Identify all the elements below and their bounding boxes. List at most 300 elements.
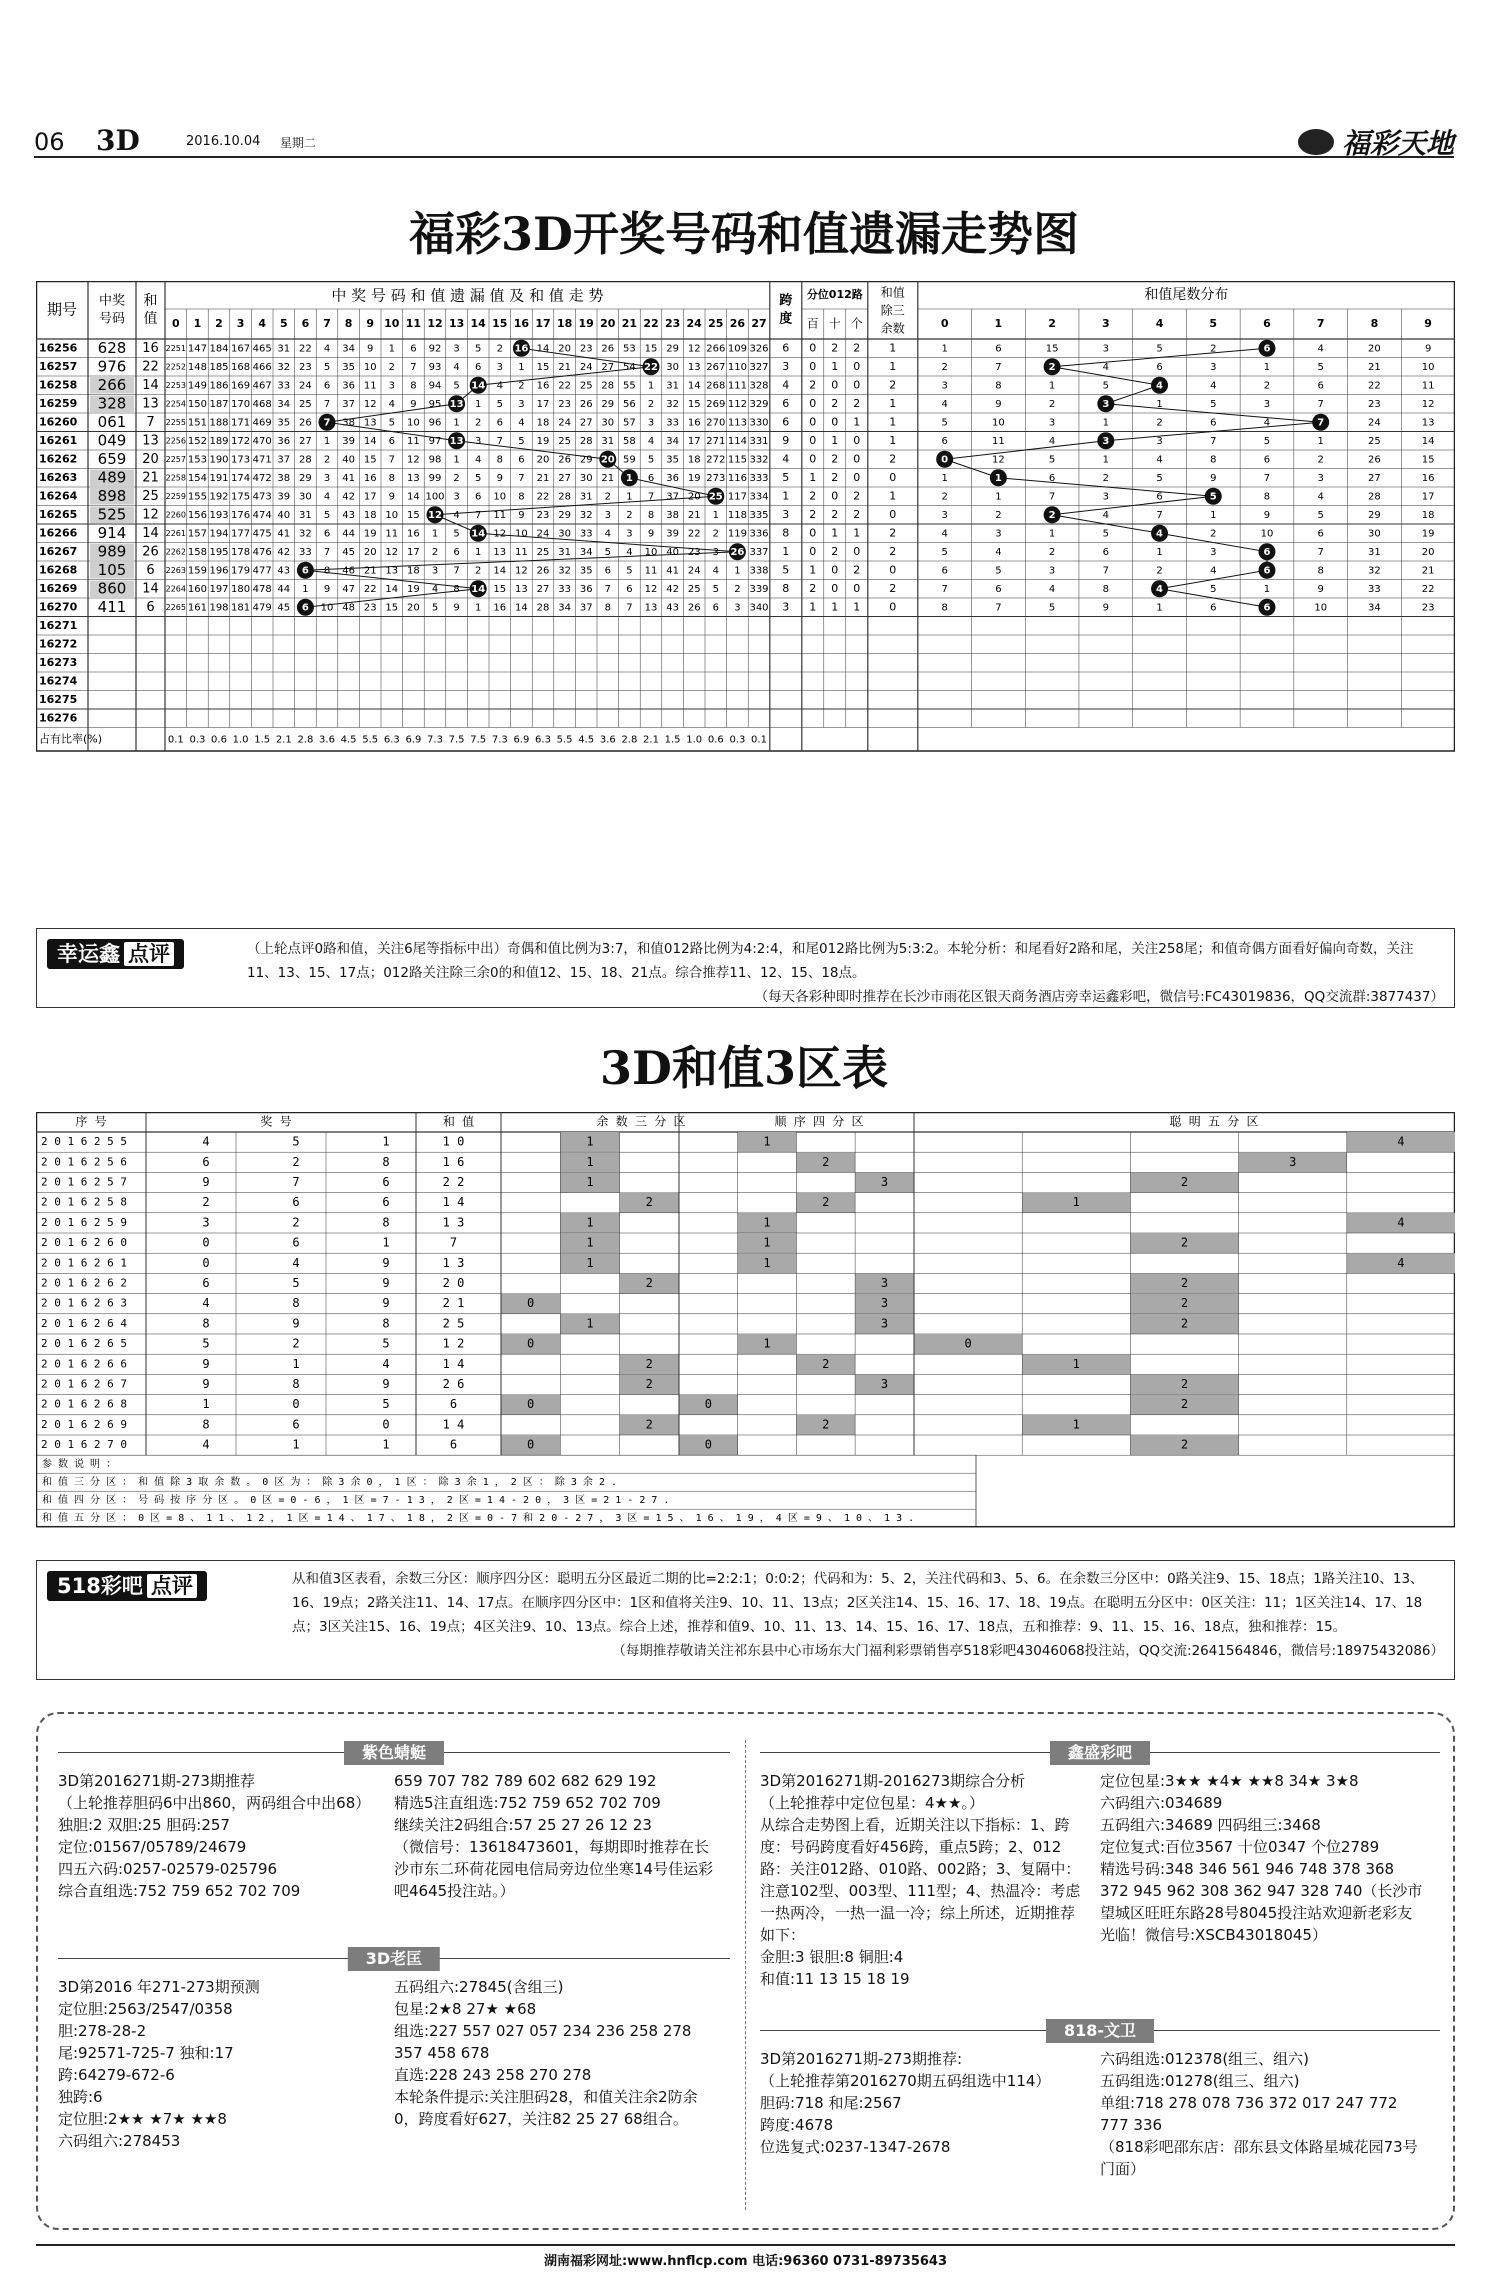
sum-col-header: 20 bbox=[600, 317, 616, 330]
sum-col-header: 16 bbox=[513, 317, 530, 330]
ratio-cell: 7.3 bbox=[491, 734, 508, 746]
row-pos012: 2 bbox=[831, 507, 839, 521]
row-sum: 21 bbox=[142, 470, 159, 486]
omission-cell: 192 bbox=[209, 491, 229, 503]
row-pos012: 2 bbox=[853, 563, 861, 577]
recommend-line: 六码组六:278453 bbox=[58, 2132, 181, 2150]
omission-cell: 470 bbox=[252, 435, 272, 447]
header-sum-2: 值 bbox=[143, 311, 158, 327]
omission-cell: 35 bbox=[666, 454, 679, 466]
tail-cell: 4 bbox=[1317, 491, 1324, 503]
sum-marker-label: 13 bbox=[449, 435, 464, 447]
row-pos012: 2 bbox=[809, 489, 817, 503]
omission-cell: 11 bbox=[363, 380, 377, 392]
row-pos012: 0 bbox=[831, 581, 839, 595]
omission-cell: 7 bbox=[518, 472, 525, 484]
row-number: 9 bbox=[382, 1296, 390, 1311]
tail-cell: 9 bbox=[1317, 583, 1324, 595]
tail-marker-label: 4 bbox=[1156, 528, 1164, 540]
omission-cell: 95 bbox=[428, 398, 442, 410]
omission-cell: 267 bbox=[706, 361, 726, 373]
omission-cell: 26 bbox=[601, 343, 615, 355]
row-issue: 2 0 1 6 2 6 1 bbox=[40, 1256, 128, 1270]
omission-cell: 55 bbox=[623, 380, 636, 392]
omission-cell: 22 bbox=[687, 528, 701, 540]
sum-col-header: 24 bbox=[686, 317, 702, 330]
omission-cell: 6 bbox=[475, 361, 482, 373]
omission-cell: 16 bbox=[407, 528, 420, 540]
omission-cell: 114 bbox=[727, 435, 747, 447]
tail-cell: 9 bbox=[1424, 343, 1432, 355]
omission-cell: 53 bbox=[623, 343, 636, 355]
comment-note: （每期推荐敬请关注祁东县中心市场东大门福利彩票销售亭518彩吧43046068投注站，QQ交流:2641564846，微信号:18975432086） bbox=[612, 1643, 1444, 1659]
tail-cell: 10 bbox=[1314, 602, 1328, 614]
row-number: 7 bbox=[292, 1175, 300, 1189]
tail-marker-label: 6 bbox=[1263, 546, 1271, 558]
omission-cell: 26 bbox=[687, 602, 701, 614]
tail-col-header: 6 bbox=[1263, 317, 1271, 330]
omission-cell: 5 bbox=[626, 565, 633, 577]
ratio-cell: 0.1 bbox=[167, 734, 184, 746]
omission-cell: 338 bbox=[749, 565, 769, 577]
tail-cell: 7 bbox=[995, 602, 1002, 614]
omission-cell: 16 bbox=[493, 602, 507, 614]
omission-cell: 6 bbox=[518, 454, 525, 466]
omission-cell: 9 bbox=[453, 602, 460, 614]
row-mod: 0 bbox=[889, 600, 897, 614]
tail-marker-label: 4 bbox=[1156, 583, 1164, 595]
row-span: 3 bbox=[782, 600, 790, 614]
logo-mark-icon bbox=[1298, 129, 1334, 155]
omission-cell: 25 bbox=[299, 398, 312, 410]
tail-cell: 2 bbox=[1263, 380, 1271, 392]
recommend-line: 跨:64279-672-6 bbox=[58, 2066, 175, 2084]
omission-cell: 2 bbox=[647, 398, 655, 410]
row-span: 6 bbox=[782, 396, 790, 410]
r3-cell: 1 bbox=[586, 1215, 594, 1230]
tail-cell: 24 bbox=[1368, 417, 1381, 429]
zone-title: 3D和值3区表 bbox=[600, 1041, 888, 1095]
omission-cell: 38 bbox=[277, 472, 291, 484]
omission-cell: 339 bbox=[749, 583, 769, 595]
omission-cell: 3 bbox=[475, 435, 482, 447]
badge-tag: 点评 bbox=[124, 942, 174, 966]
omission-cell: 466 bbox=[252, 361, 272, 373]
omission-cell: 117 bbox=[727, 491, 747, 503]
row-issue: 16262 bbox=[39, 452, 78, 466]
sum-marker-label: 22 bbox=[644, 361, 658, 373]
tail-cell: 1 bbox=[1317, 435, 1324, 447]
sum-col-header: 13 bbox=[448, 317, 465, 330]
header-tail: 和值尾数分布 bbox=[1144, 287, 1229, 303]
comment-518 bbox=[36, 1560, 1455, 1680]
o4-cell: 1 bbox=[763, 1255, 771, 1270]
omission-cell: 39 bbox=[666, 528, 679, 540]
recommend-line: 五码组六:34689 四码组三:3468 bbox=[1100, 1816, 1321, 1834]
omission-cell: 6 bbox=[475, 491, 482, 503]
r3-cell: 1 bbox=[586, 1175, 594, 1189]
omission-cell: 469 bbox=[252, 417, 272, 429]
omission-cell: 4 bbox=[323, 491, 331, 503]
recommend-line: 3D第2016271期-2016273期综合分析 bbox=[760, 1772, 1026, 1790]
row-pos012: 2 bbox=[809, 581, 817, 595]
omission-cell: 27 bbox=[601, 361, 615, 373]
sum-marker-label: 6 bbox=[301, 602, 309, 614]
row-number: 4 bbox=[202, 1296, 210, 1311]
row-mod: 1 bbox=[889, 341, 897, 355]
row-sum: 6 bbox=[146, 562, 155, 578]
tail-col-header: 5 bbox=[1209, 317, 1218, 330]
tail-cell: 5 bbox=[1156, 343, 1163, 355]
ratio-cell: 0.6 bbox=[707, 734, 724, 746]
tail-cell: 6 bbox=[1210, 417, 1217, 429]
sum-col-header: 8 bbox=[344, 317, 353, 330]
row-span: 5 bbox=[782, 470, 790, 484]
tail-cell: 20 bbox=[1368, 343, 1381, 355]
c5-cell: 2 bbox=[1180, 1437, 1189, 1452]
omission-cell: 7 bbox=[626, 602, 633, 614]
header-o4: 顺 序 四 分 区 bbox=[774, 1114, 864, 1129]
row-number: 0 bbox=[382, 1417, 390, 1432]
omission-cell: 1 bbox=[475, 398, 482, 410]
tail-cell: 2 bbox=[1156, 417, 1163, 429]
row-issue: 2 0 1 6 2 6 0 bbox=[40, 1236, 128, 1250]
left-column bbox=[760, 1770, 1100, 1990]
omission-cell: 32 bbox=[277, 361, 291, 373]
tail-cell: 7 bbox=[1156, 509, 1163, 521]
omission-cell: 3 bbox=[626, 528, 633, 540]
omission-cell: 24 bbox=[558, 417, 571, 429]
omission-cell: 18 bbox=[687, 454, 701, 466]
omission-cell: 15 bbox=[363, 454, 377, 466]
row-number: 4 bbox=[292, 1255, 300, 1270]
row-winning-number: 989 bbox=[97, 542, 127, 561]
omission-cell: 4 bbox=[388, 398, 395, 410]
omission-cell: 5 bbox=[431, 602, 439, 614]
omission-cell: 33 bbox=[666, 417, 679, 429]
row-issue: 16257 bbox=[39, 359, 78, 373]
omission-cell: 174 bbox=[231, 472, 251, 484]
tail-cell: 4 bbox=[1048, 583, 1056, 595]
omission-cell: 5 bbox=[496, 398, 503, 410]
tail-cell: 5 bbox=[1048, 602, 1056, 614]
row-sum: 1 4 bbox=[442, 1195, 465, 1210]
tail-marker-label: 6 bbox=[1263, 602, 1271, 614]
tail-cell: 2 bbox=[1156, 565, 1163, 577]
omission-cell: 1 bbox=[712, 509, 719, 521]
r3-cell: 2 bbox=[645, 1356, 653, 1371]
o4-cell: 2 bbox=[822, 1356, 830, 1371]
recommend-line: 位选复式:0237-1347-2678 bbox=[760, 2138, 951, 2156]
omission-cell: 8 bbox=[518, 491, 525, 503]
row-number: 5 bbox=[382, 1336, 390, 1351]
sum-col-header: 22 bbox=[643, 317, 659, 330]
tail-cell: 15 bbox=[1421, 454, 1435, 466]
ratio-cell: 7.3 bbox=[427, 734, 443, 746]
omission-cell: 2 bbox=[626, 509, 633, 521]
omission-cell: 39 bbox=[342, 435, 355, 447]
omission-cell: 11 bbox=[644, 565, 658, 577]
sum-col-header: 0 bbox=[171, 317, 180, 330]
omission-cell: 3 bbox=[712, 546, 719, 558]
omission-cell: 13 bbox=[407, 472, 420, 484]
omission-cell: 31 bbox=[299, 509, 312, 521]
row-number: 6 bbox=[382, 1175, 390, 1189]
omission-cell: 2 bbox=[475, 565, 482, 577]
omission-cell: 93 bbox=[428, 361, 442, 373]
row-number: 1 bbox=[382, 1437, 390, 1452]
omission-cell: 5 bbox=[388, 417, 395, 429]
row-mod: 0 bbox=[889, 507, 897, 521]
omission-cell: 92 bbox=[428, 343, 442, 355]
row-pos012: 0 bbox=[831, 489, 839, 503]
tail-cell: 9 bbox=[1102, 602, 1110, 614]
row-mod: 1 bbox=[889, 396, 897, 410]
tail-cell: 1 bbox=[1156, 398, 1163, 410]
row-span: 8 bbox=[782, 581, 790, 595]
omission-cell: 172 bbox=[231, 435, 251, 447]
omission-cell: 38 bbox=[342, 417, 355, 429]
note-line: 参 数 说 明 ： bbox=[42, 1459, 117, 1471]
sum-col-header: 18 bbox=[556, 317, 573, 330]
tail-cell: 33 bbox=[1368, 583, 1381, 595]
recommend-xinsheng bbox=[760, 1743, 1440, 2012]
omission-cell: 5 bbox=[323, 361, 331, 373]
ratio-cell: 5.5 bbox=[556, 734, 573, 746]
omission-cell: 58 bbox=[623, 435, 636, 447]
omission-cell: 12 bbox=[515, 565, 528, 577]
tail-cell: 4 bbox=[1102, 509, 1110, 521]
omission-cell: 119 bbox=[727, 528, 747, 540]
omission-cell: 149 bbox=[187, 380, 207, 392]
tail-marker-label: 3 bbox=[1102, 398, 1110, 410]
omission-cell: 23 bbox=[536, 509, 550, 521]
tail-cell: 3 bbox=[941, 380, 948, 392]
r3-cell: 1 bbox=[586, 1235, 594, 1250]
tail-cell: 6 bbox=[995, 343, 1002, 355]
recommend-line: 独跨:6 bbox=[58, 2088, 103, 2106]
omission-cell: 37 bbox=[277, 454, 291, 466]
omission-cell: 3 bbox=[323, 472, 331, 484]
row-issue: 16275 bbox=[39, 692, 78, 706]
row-pos012: 0 bbox=[853, 433, 861, 447]
row-issue: 16261 bbox=[39, 433, 78, 447]
ratio-cell: 2.1 bbox=[643, 734, 659, 746]
row-mod: 2 bbox=[889, 526, 897, 540]
omission-cell: 177 bbox=[231, 528, 251, 540]
omission-cell: 7 bbox=[323, 546, 331, 558]
omission-cell: 7 bbox=[323, 398, 331, 410]
row-number: 1 bbox=[382, 1134, 390, 1149]
sum-col-header: 5 bbox=[279, 317, 288, 330]
row-issue: 2 0 1 6 2 7 0 bbox=[40, 1438, 128, 1452]
sum-col-header: 11 bbox=[405, 317, 422, 330]
row-number: 9 bbox=[382, 1377, 390, 1391]
row-winning-number: 860 bbox=[97, 579, 127, 598]
row-pos012: 0 bbox=[809, 452, 817, 466]
omission-cell: 475 bbox=[252, 528, 272, 540]
recommend-line: 659 707 782 789 602 682 629 192 bbox=[394, 1772, 657, 1790]
recommend-line: 包星:2★8 27★ ★68 bbox=[394, 2000, 537, 2018]
tail-cell: 28 bbox=[1368, 491, 1381, 503]
omission-cell: 327 bbox=[749, 361, 769, 373]
tail-cell: 4 bbox=[1048, 435, 1056, 447]
tail-cell: 32 bbox=[1368, 565, 1381, 577]
row-pos012: 2 bbox=[831, 470, 839, 484]
omission-cell: 31 bbox=[558, 546, 571, 558]
row-winning-number: 914 bbox=[97, 523, 127, 542]
row-number: 2 bbox=[292, 1215, 300, 1230]
row-pos012: 1 bbox=[831, 433, 839, 447]
sum-col-header: 3 bbox=[236, 317, 245, 330]
omission-cell: 36 bbox=[666, 472, 679, 484]
o4-cell: 3 bbox=[880, 1316, 889, 1331]
c5-cell: 4 bbox=[1397, 1134, 1405, 1149]
row-pos012: 0 bbox=[809, 359, 817, 373]
row-number: 5 bbox=[292, 1276, 300, 1290]
omission-cell: 1 bbox=[626, 491, 633, 503]
row-issue: 16268 bbox=[39, 563, 78, 577]
row-issue: 2 0 1 6 2 6 5 bbox=[40, 1337, 128, 1351]
omission-cell: 43 bbox=[666, 602, 679, 614]
omission-cell: 3 bbox=[647, 417, 655, 429]
row-mod: 2 bbox=[889, 378, 897, 392]
header-pos012: 分位012路 bbox=[806, 288, 863, 301]
omission-cell: 4 bbox=[323, 343, 331, 355]
omission-cell: 42 bbox=[666, 583, 679, 595]
ratio-cell: 1.5 bbox=[664, 734, 681, 746]
row-span: 6 bbox=[782, 341, 790, 355]
row-number: 9 bbox=[382, 1255, 390, 1270]
omission-cell: 3 bbox=[453, 343, 460, 355]
note-line: 和 值 五 分 区 ： 0 区 = 8 、 1 1 、 1 2 ， 1 区 = 1 4 、 1 7 、 1 8 ， 2 区 = 0 - 7 和 2 0 - 2 7 ， 3 区 = 1 5 、 1 6 、 1 9 ， 4 区 = 9 、 1 0 、 1 3 . bbox=[42, 1513, 915, 1525]
row-sum: 6 bbox=[449, 1397, 458, 1412]
omission-cell: 189 bbox=[209, 435, 229, 447]
row-number: 9 bbox=[202, 1175, 210, 1189]
sum-col-header: 25 bbox=[708, 317, 724, 330]
row-pos012: 2 bbox=[809, 507, 817, 521]
tail-cell: 10 bbox=[1260, 528, 1274, 540]
ratio-cell: 0.3 bbox=[729, 734, 746, 746]
row-issue: 16272 bbox=[39, 637, 78, 651]
omission-cell: 26 bbox=[299, 417, 312, 429]
omission-cell: 34 bbox=[558, 602, 571, 614]
tail-cell: 4 bbox=[1210, 565, 1217, 577]
omission-cell: 2 bbox=[604, 491, 611, 503]
omission-cell: 30 bbox=[558, 528, 571, 540]
omission-cell: 8 bbox=[604, 602, 611, 614]
omission-cell: 185 bbox=[209, 361, 229, 373]
omission-cell: 9 bbox=[518, 509, 525, 521]
omission-cell: 20 bbox=[536, 454, 550, 466]
pos-col-header: 百 bbox=[806, 316, 819, 331]
row-span: 3 bbox=[782, 359, 790, 373]
omission-cell: 16 bbox=[363, 472, 377, 484]
omission-cell: 4 bbox=[496, 380, 503, 392]
omission-cell: 32 bbox=[579, 509, 593, 521]
row-winning-number: 105 bbox=[97, 560, 127, 579]
o4-cell: 0 bbox=[704, 1397, 712, 1412]
omission-cell: 40 bbox=[277, 509, 291, 521]
omission-cell: 8 bbox=[453, 583, 460, 595]
tail-cell: 4 bbox=[941, 528, 948, 540]
row-pos012: 1 bbox=[831, 600, 839, 614]
row-winning-number: 049 bbox=[97, 431, 127, 450]
omission-cell: 21 bbox=[363, 565, 377, 577]
sum-col-header: 6 bbox=[301, 317, 310, 330]
tail-cell: 8 bbox=[941, 602, 948, 614]
row-number: 1 bbox=[202, 1397, 210, 1412]
recommend-line: 直选:228 243 258 270 278 bbox=[394, 2066, 592, 2084]
c5-cell: 1 bbox=[1072, 1356, 1080, 1371]
note-line: 和 值 四 分 区 ： 号 码 按 序 分 区 。 0 区 = 0 - 6 ， 1 区 = 7 - 1 3 ， 2 区 = 1 4 - 2 0 ， 3 区 = 2 1 - 2 7 . bbox=[42, 1495, 670, 1507]
tail-cell: 7 bbox=[1317, 398, 1324, 410]
omission-cell: 21 bbox=[536, 472, 550, 484]
omission-cell: 48 bbox=[342, 602, 355, 614]
omission-cell: 25 bbox=[579, 380, 593, 392]
r3-cell: 1 bbox=[586, 1154, 594, 1169]
omission-cell: 47 bbox=[342, 583, 355, 595]
tail-col-header: 8 bbox=[1370, 317, 1379, 330]
omission-cell: 15 bbox=[644, 343, 658, 355]
row-issue: 2 0 1 6 2 5 5 bbox=[40, 1135, 128, 1149]
ratio-cell: 3.6 bbox=[319, 734, 335, 746]
omission-cell: 34 bbox=[277, 398, 291, 410]
r3-cell: 0 bbox=[527, 1336, 535, 1351]
omission-cell: 5 bbox=[453, 380, 460, 392]
sum-marker-label: 1 bbox=[625, 472, 633, 484]
tail-marker-label: 7 bbox=[1317, 417, 1325, 429]
tail-cell: 4 bbox=[1210, 380, 1217, 392]
omission-cell: 5 bbox=[712, 583, 719, 595]
tail-cell: 8 bbox=[1317, 565, 1324, 577]
c5-cell: 2 bbox=[1180, 1175, 1189, 1189]
header-mod-1: 和值 bbox=[880, 285, 905, 300]
tail-cell: 9 bbox=[1263, 509, 1271, 521]
omission-cell: 465 bbox=[252, 343, 272, 355]
omission-cell: 17 bbox=[536, 398, 550, 410]
tail-cell: 7 bbox=[995, 361, 1002, 373]
tail-cell: 5 bbox=[1048, 454, 1056, 466]
recommend-line: 定位胆:2★★ ★7★ ★★8 bbox=[58, 2110, 227, 2128]
tail-cell: 3 bbox=[995, 528, 1002, 540]
omission-cell: 2 bbox=[431, 546, 439, 558]
section-title: 鑫盛彩吧 bbox=[1050, 1741, 1150, 1765]
omission-cell: 12 bbox=[363, 398, 377, 410]
tail-cell: 3 bbox=[1210, 546, 1217, 558]
right-column bbox=[1100, 2048, 1440, 2180]
omission-cell: 24 bbox=[579, 361, 593, 373]
omission-cell: 147 bbox=[187, 343, 207, 355]
issue-date: 2016.10.04 bbox=[186, 134, 261, 149]
omission-cell: 20 bbox=[558, 343, 571, 355]
omission-cell: 10 bbox=[363, 361, 377, 373]
r3-cell: 1 bbox=[586, 1134, 594, 1149]
omission-cell: 1 bbox=[431, 528, 439, 540]
row-mod: 2 bbox=[889, 452, 897, 466]
omission-cell: 4 bbox=[431, 583, 439, 595]
omission-cell: 11 bbox=[407, 435, 420, 447]
omission-cell: 268 bbox=[706, 380, 726, 392]
tail-cell: 22 bbox=[1368, 380, 1381, 392]
row-pos012: 1 bbox=[853, 600, 861, 614]
tail-cell: 5 bbox=[1263, 435, 1271, 447]
omission-cell: 14 bbox=[493, 565, 507, 577]
omission-cell: 191 bbox=[209, 472, 229, 484]
tail-cell: 15 bbox=[1045, 343, 1059, 355]
omission-cell: 22 bbox=[536, 491, 550, 503]
omission-cell: 2 bbox=[453, 472, 460, 484]
